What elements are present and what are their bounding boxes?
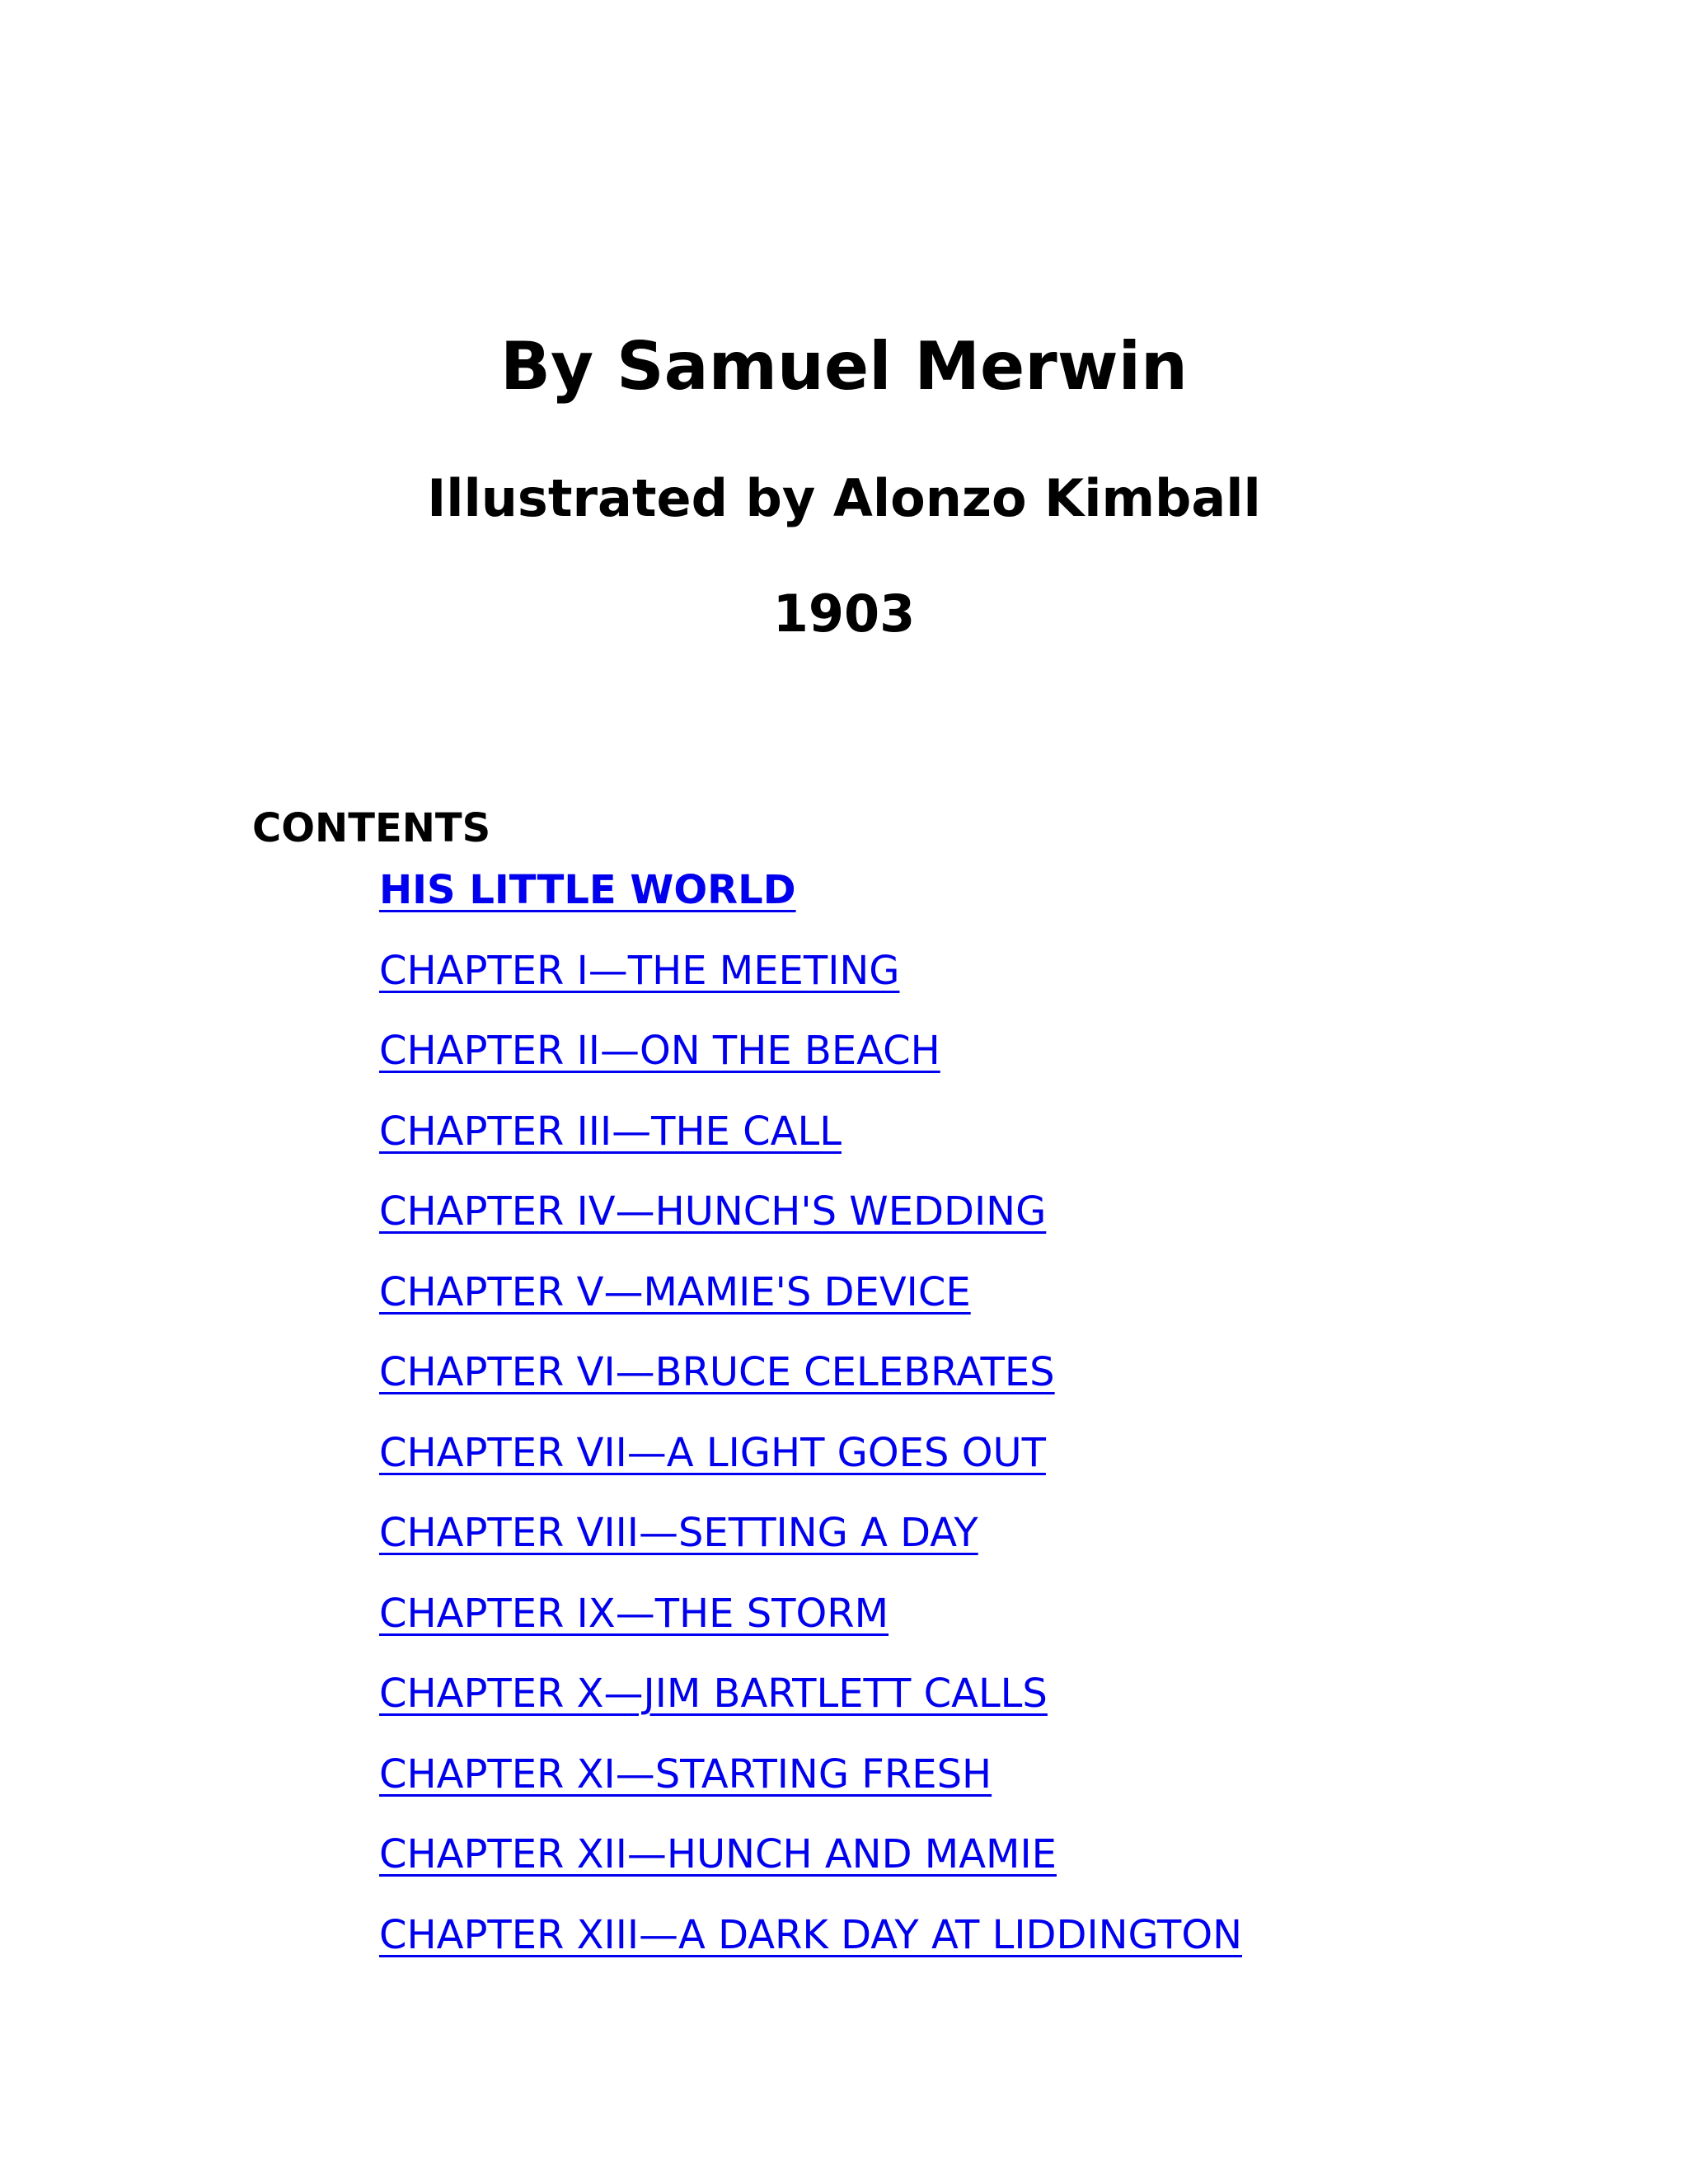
illustrator-heading: Illustrated by Alonzo Kimball xyxy=(427,468,1261,528)
toc-item xyxy=(379,1902,1242,1983)
toc-item xyxy=(379,1179,1242,1259)
toc-link-his-little-world[interactable]: HIS LITTLE WORLD xyxy=(379,867,796,913)
toc-item xyxy=(379,1661,1242,1741)
toc-link-chapter-5[interactable]: CHAPTER V—MAMIE'S DEVICE xyxy=(379,1268,971,1315)
toc-link-chapter-13[interactable]: CHAPTER XIII—A DARK DAY AT LIDDINGTON xyxy=(379,1911,1242,1958)
toc-item xyxy=(379,1741,1242,1822)
toc-item xyxy=(379,938,1242,1019)
toc-link-chapter-12[interactable]: CHAPTER XII—HUNCH AND MAMIE xyxy=(379,1831,1057,1877)
toc-item xyxy=(379,857,1242,938)
toc-link-chapter-7[interactable]: CHAPTER VII—A LIGHT GOES OUT xyxy=(379,1429,1046,1476)
toc-link-chapter-2[interactable]: CHAPTER II—ON THE BEACH xyxy=(379,1028,940,1074)
toc-item xyxy=(379,1581,1242,1661)
toc-link-chapter-9[interactable]: CHAPTER IX—THE STORM xyxy=(379,1590,889,1637)
toc-link-chapter-11[interactable]: CHAPTER XI—STARTING FRESH xyxy=(379,1750,992,1797)
toc-item xyxy=(379,1099,1242,1179)
toc-link-chapter-3[interactable]: CHAPTER III—THE CALL xyxy=(379,1108,842,1155)
toc-item xyxy=(379,1500,1242,1581)
toc-item xyxy=(379,1339,1242,1420)
contents-heading: CONTENTS xyxy=(252,805,491,851)
toc-link-chapter-4[interactable]: CHAPTER IV—HUNCH'S WEDDING xyxy=(379,1188,1047,1235)
toc-item xyxy=(379,1259,1242,1340)
toc-link-chapter-1[interactable]: CHAPTER I—THE MEETING xyxy=(379,947,900,994)
toc-item xyxy=(379,1420,1242,1501)
toc-link-chapter-6[interactable]: CHAPTER VI—BRUCE CELEBRATES xyxy=(379,1349,1055,1395)
table-of-contents xyxy=(379,857,1242,1982)
author-heading: By Samuel Merwin xyxy=(499,328,1189,405)
toc-link-chapter-8[interactable]: CHAPTER VIII—SETTING A DAY xyxy=(379,1510,978,1556)
toc-item xyxy=(379,1018,1242,1099)
toc-link-chapter-10[interactable]: CHAPTER X—JIM BARTLETT CALLS xyxy=(379,1671,1048,1717)
toc-item xyxy=(379,1821,1242,1902)
year-heading: 1903 xyxy=(772,583,916,644)
